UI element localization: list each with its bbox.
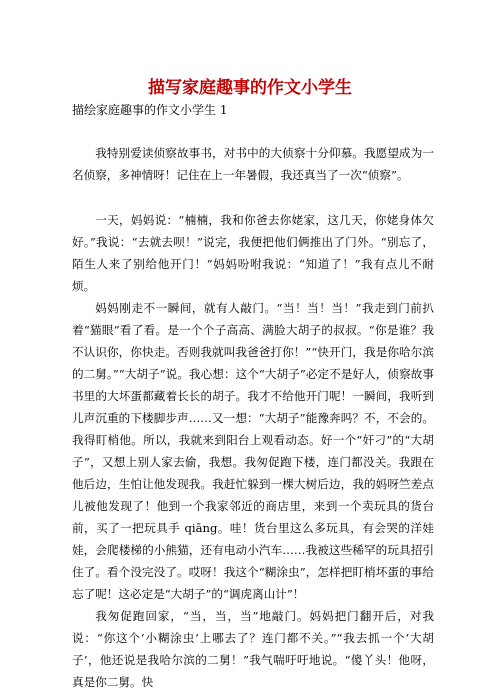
document-subtitle: 描绘家庭趣事的作文小学生 1 [72, 103, 228, 117]
document-body [72, 142, 434, 693]
paragraph-return-home: 我匆促跑回家，“当，当，当”地敲门。妈妈把门翻开后，对我说：“你这个‘小糊涂虫’上哪去了？连门都不关。”“我去抓一个‘大胡子’，他还说是我哈尔滨的二舅！”我气喘吁吁地说。“傻丫头！他呀，真是你二舅。快 [72, 609, 434, 689]
paragraph-mom-leaves: 一天，妈妈说：“楠楠，我和你爸去你姥家，这几天，你姥身体欠好。”我说：“去就去呗！”说完，我便把他们俩推出了门外。“别忘了，陌生人来了别给他开门！”妈妈吩咐我说：“知道了！”我有点儿不耐烦。 [72, 213, 434, 293]
paragraph-stranger-knocks: 妈妈刚走不一瞬间，就有人敲门。“当！当！当！”我走到门前扒着“猫眼”看了看。是一个个子高高、满脸大胡子的叔叔。“你是谁？我不认识你，你快走。否则我就叫我爸爸打你！”“快开门，我是你哈尔滨的二舅。”“大胡子”说。我心想：这个“大胡子”必定不是好人，侦察故事书里的大坏蛋都藏着长长的胡子。我才不给他开门呢！一瞬间，我听到儿声沉重的下楼脚步声……又一想：“大胡子”能豫奔吗？不，不会的。我得盯梢他。所以，我就来到阳台上观看动态。好一个“奸刁”的“大胡子”，又想上别人家去偷，我想。我匆促跑下楼，连门都没关。我跟在他后边，生怕让他发现我。我赶忙躲到一棵大树后边，我的妈呀竺差点儿被他发现了！他到一个我家邻近的商店里，来到一个卖玩具的货台前，买了一把玩具手 qiāng。哇！货台里这么多玩具，有会哭的洋娃娃，会爬楼梯的小熊猫，还有电动小汽车……我被这些稀罕的玩具招引住了。看个没完没了。哎呀！我这个“糊涂虫”，怎样把盯梢坏蛋的事给忘了呢！这必定是“大胡子”的“调虎离山计”！ [72, 301, 434, 601]
document-title: 描写家庭趣事的作文小学生 [148, 78, 352, 98]
paragraph-intro: 我特别爱读侦察故事书，对书中的大侦察十分仰慕。我愿望成为一名侦察，多神情呀！记住在上一年暑假，我还真当了一次“侦察”。 [72, 146, 434, 182]
